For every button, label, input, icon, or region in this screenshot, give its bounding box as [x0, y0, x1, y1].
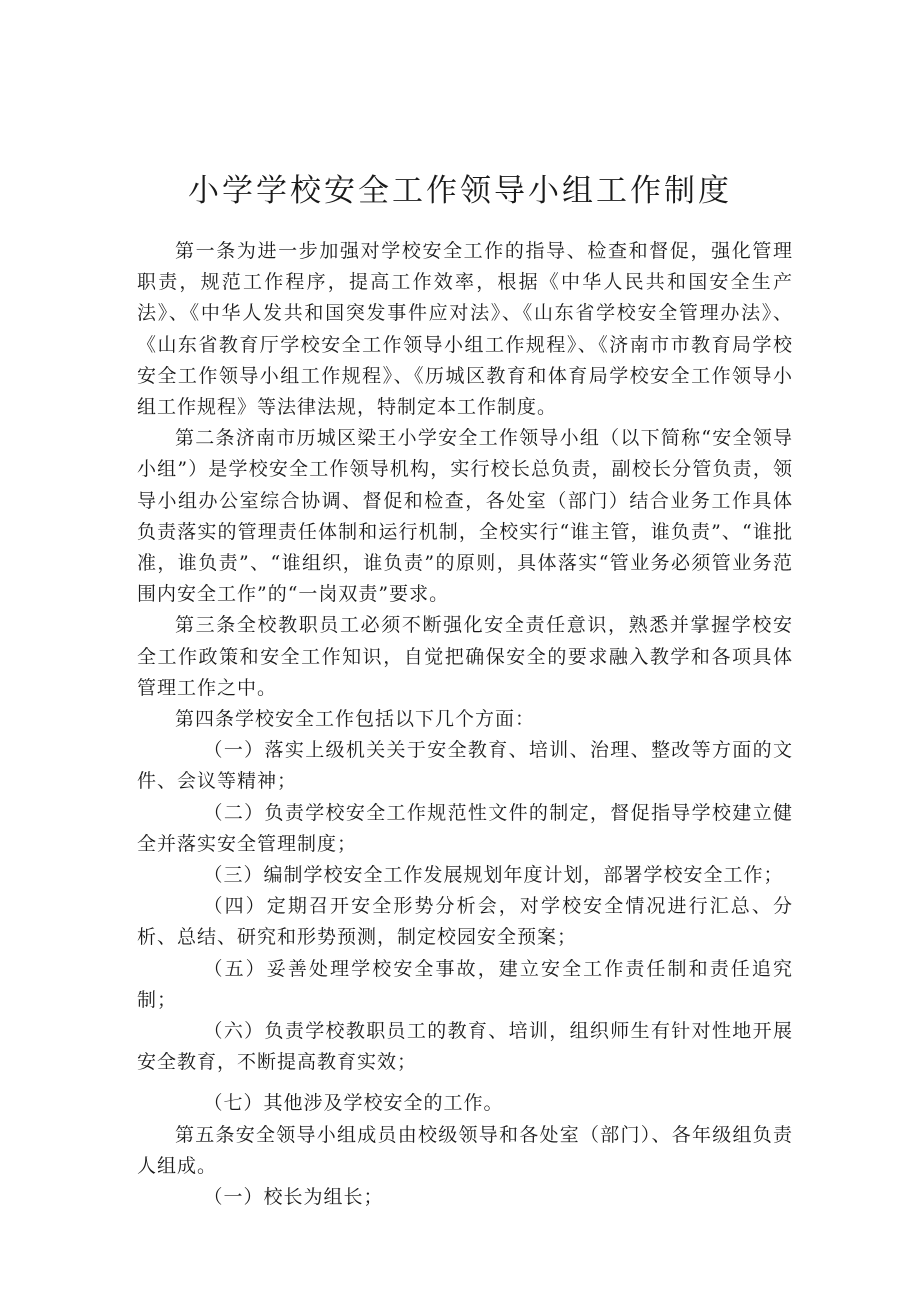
article-4-item-3: （三）编制学校安全工作发展规划年度计划，部署学校安全工作； — [203, 864, 784, 887]
document-title: 小学学校安全工作领导小组工作制度 — [188, 173, 732, 209]
article-4: 第四条学校安全工作包括以下几个方面： — [175, 708, 536, 731]
article-1: 第一条为进一步加强对学校安全工作的指导、检查和督促，强化管理职责，规范工作程序，提高工作效率，根据《中华人民共和国安全生产法》、《中华人发共和国突发事件应对法》、《山东省学校安全管理办法》、《山东省教育厅学校安全工作领导小组工作规程》、《济南市市教育局学校安全工作领导小组工作规程》、《历城区教育和体育局学校安全工作领导小组工作规程》等法律法规，特制定本工作制度。 — [137, 240, 793, 419]
article-4-item-7: （七）其他涉及学校安全的工作。 — [203, 1092, 504, 1115]
article-4-item-2: （二）负责学校安全工作规范性文件的制定，督促指导学校建立健全并落实安全管理制度； — [137, 801, 793, 855]
article-4-item-4: （四）定期召开安全形势分析会，对学校安全情况进行汇总、分析、总结、研究和形势预测，制定校园安全预案； — [137, 895, 793, 949]
article-5: 第五条安全领导小组成员由校级领导和各处室（部门）、各年级组负责人组成。 — [137, 1123, 793, 1177]
document-body — [137, 236, 793, 1213]
article-3: 第三条全校教职员工必须不断强化安全责任意识，熟悉并掌握学校安全工作政策和安全工作知识，自觉把确保安全的要求融入教学和各项具体管理工作之中。 — [137, 614, 793, 699]
article-2: 第二条济南市历城区梁王小学安全工作领导小组（以下简称“安全领导小组”）是学校安全工作领导机构，实行校长总负责，副校长分管负责，领导小组办公室综合协调、督促和检查，各处室（部门）结合业务工作具体负责落实的管理责任体制和运行机制，全校实行“谁主管，谁负责”、“谁批准，谁负责”、“谁组织，谁负责”的原则，具体落实“管业务必须管业务范围内安全工作”的“一岗双责”要求。 — [137, 427, 793, 606]
article-4-item-6: （六）负责学校教职员工的教育、培训，组织师生有针对性地开展安全教育，不断提高教育实效； — [137, 1020, 793, 1074]
article-4-item-5: （五）妥善处理学校安全事故，建立安全工作责任制和责任追究制； — [137, 957, 793, 1011]
article-4-item-1: （一）落实上级机关关于安全教育、培训、治理、整改等方面的文件、会议等精神； — [137, 739, 793, 793]
article-5-item-1: （一）校长为组长； — [203, 1186, 384, 1209]
